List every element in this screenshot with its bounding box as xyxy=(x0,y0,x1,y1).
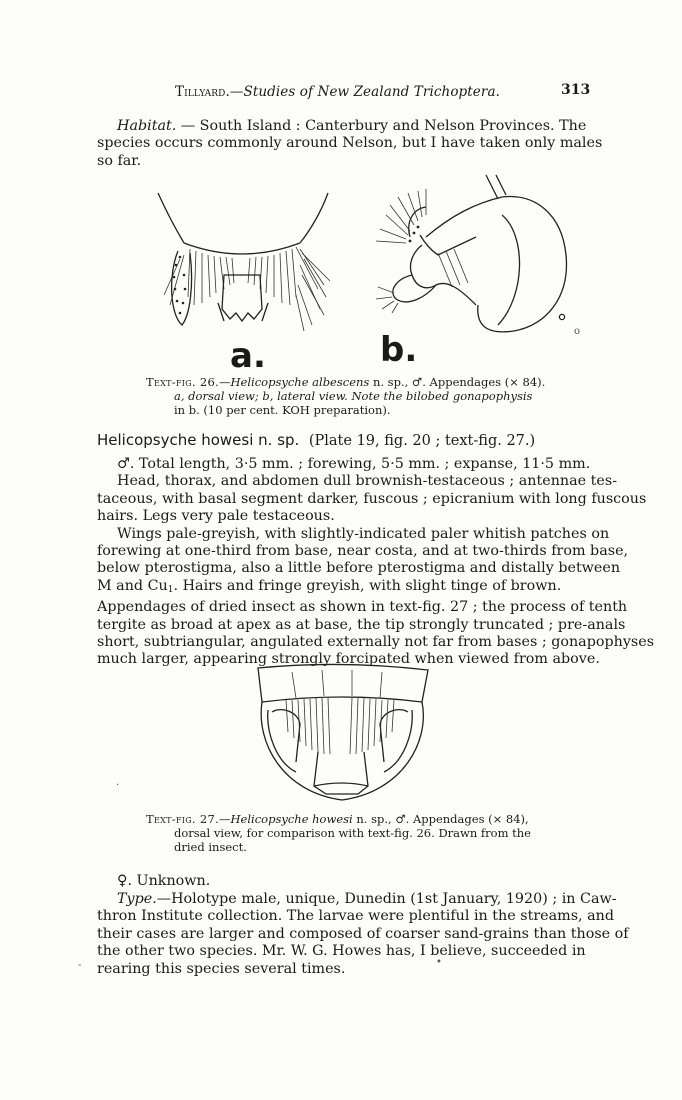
figure-26b-label: b. xyxy=(380,330,418,370)
species-name: Helicopsyche howesi n. sp. xyxy=(97,431,300,449)
description-line: M and Cu xyxy=(97,577,168,594)
figure-26-caption-label: Text-fig. 26. xyxy=(146,375,220,389)
habitat-label: Habitat. xyxy=(117,118,177,134)
print-speck: - xyxy=(78,960,82,971)
description-line: ♂. Total length, 3·5 mm. ; forewing, 5·5 mm. ; expanse, 11·5 mm. xyxy=(117,456,591,472)
description-line: below pterostigma, also a little before pterostigma and distally between xyxy=(97,560,621,577)
habitat-line: so far. xyxy=(97,152,142,169)
print-speck: • xyxy=(436,957,442,968)
type-line: —Holotype male, unique, Dunedin (1st January, 1920) ; in Caw- xyxy=(156,891,617,907)
type-line: the other two species. Mr. W. G. Howes has, I believe, succeeded in xyxy=(97,943,586,960)
description-line: taceous, with basal segment darker, fuscous ; epicranium with long fuscous xyxy=(97,490,647,507)
habitat-line: species occurs commonly around Nelson, but I have taken only males xyxy=(97,135,603,152)
figure-27-caption-text: n. sp., ♂. Appendages (× 84), xyxy=(352,812,529,826)
running-head-author: Tillyard. xyxy=(175,84,230,100)
description-line: tergite as broad at apex as at base, the tip strongly truncated ; pre-anals xyxy=(97,616,626,633)
figure-26-caption-line: a, dorsal view; b, lateral view. Note the bilobed gonapophysis xyxy=(174,389,533,404)
figure-26-caption-text: n. sp., ♂. Appendages (× 84). xyxy=(369,375,546,389)
description-line: Head, thorax, and abdomen dull brownish-testaceous ; antennae tes- xyxy=(117,473,618,490)
type-line: their cases are larger and composed of coarser sand-grains than those of xyxy=(97,925,629,942)
female-paragraph xyxy=(97,873,589,890)
running-head xyxy=(175,84,595,100)
species-heading xyxy=(97,431,535,449)
print-speck: o xyxy=(574,326,581,337)
figure-26a-dorsal-view xyxy=(150,185,350,345)
habitat-line: — South Island : Canterbury and Nelson Provinces. The xyxy=(176,118,587,134)
running-head-title: —Studies of New Zealand Trichoptera. xyxy=(229,84,500,100)
species-reference: (Plate 19, fig. 20 ; text-fig. 27.) xyxy=(308,433,536,449)
type-line: thron Institute collection. The larvae were plentiful in the streams, and xyxy=(97,908,615,925)
cu-subscript: 1 xyxy=(167,584,174,595)
figure-27-caption-label: Text-fig. 27. xyxy=(146,812,220,826)
figure-27-caption xyxy=(146,812,531,855)
description-line: . Hairs and fringe greyish, with slight tinge of brown. xyxy=(173,577,562,594)
type-label: Type. xyxy=(117,891,157,907)
type-line: rearing this species several times. xyxy=(97,960,346,977)
figure-27-caption-line: dried insect. xyxy=(174,840,247,855)
description-line: hairs. Legs very pale testaceous. xyxy=(97,508,335,525)
page-number: 313 xyxy=(561,82,591,98)
figure-26b-lateral-view xyxy=(366,175,576,335)
type-paragraph xyxy=(97,891,629,978)
description-line: short, subtriangular, angulated externally not far from bases ; gonapophyses xyxy=(97,634,655,651)
description-line: Wings pale-greyish, with slightly-indicated paler whitish patches on xyxy=(117,525,610,542)
print-speck: · xyxy=(116,780,120,791)
figure-26a-label: a. xyxy=(230,336,266,376)
figure-27-dorsal-view xyxy=(252,662,432,812)
figure-26-caption-species: —Helicopsyche albescens xyxy=(219,375,370,389)
description-line: Appendages of dried insect as shown in text-fig. 27 ; the process of tenth xyxy=(97,599,628,616)
figure-27-caption-species: —Helicopsyche howesi xyxy=(219,812,353,826)
habitat-paragraph xyxy=(97,118,603,170)
figure-27-caption-line: dorsal view, for comparison with text-fig. 26. Drawn from the xyxy=(174,826,531,841)
figure-26-caption xyxy=(146,375,545,418)
description-line: much larger, appearing strongly forcipated when viewed from above. xyxy=(97,651,600,668)
figure-26-caption-line: in b. (10 per cent. KOH preparation). xyxy=(174,403,391,418)
description-paragraph xyxy=(97,456,655,669)
description-line: forewing at one-third from base, near costa, and at two-thirds from base, xyxy=(97,543,629,560)
female-text: ♀. Unknown. xyxy=(117,873,211,889)
